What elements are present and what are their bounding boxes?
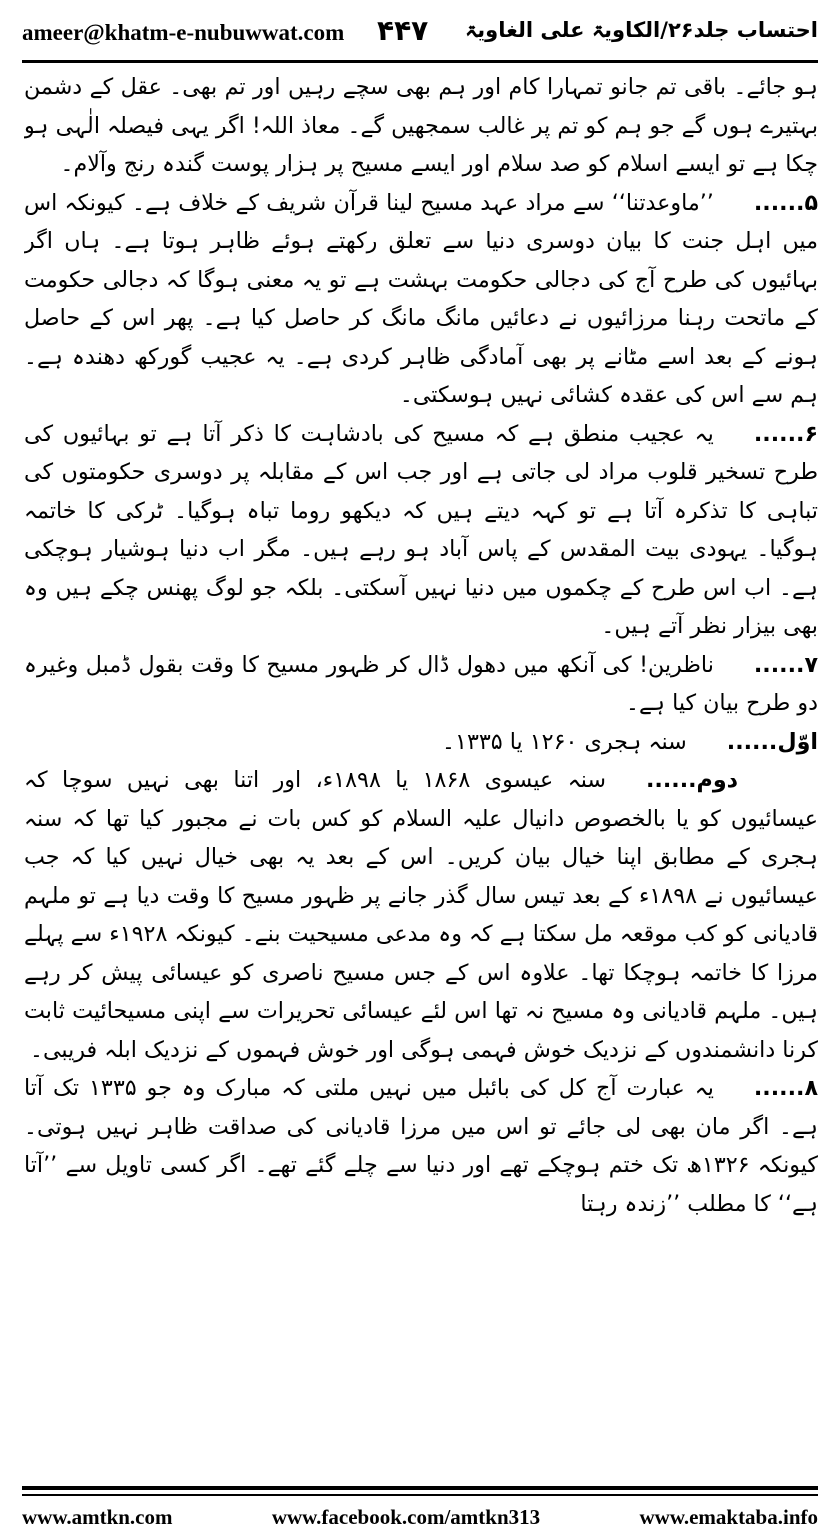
- page-footer: [22, 1502, 818, 1532]
- page-body: [24, 68, 818, 1458]
- paragraph-6: ۶......یہ عجیب منطق ہے کہ مسیح کی بادشاہت کا ذکر آتا ہے تو بہائیوں کی طرح تسخیر قلوب مراد لی جاتی ہے اور جب اس کے مقابلہ پر دوسری حکومتوں کی تباہی کا تذکرہ آتا ہے تو کہہ دیتے ہیں کہ دیکھو روما تباہ ہوگیا۔ ٹرکی کا خاتمہ ہوگیا۔ یہودی بیت المقدس کے پاس آباد ہو رہے ہیں۔ مگر اب دنیا ہوشیار ہوچکی ہے۔ اب اس طرح کے چکموں میں دنیا نہیں آسکتی۔ بلکہ جو لوگ پھنس چکے ہیں وہ بھی بیزار نظر آتے ہیں۔: [24, 420, 818, 639]
- footer-link-facebook[interactable]: www.facebook.com/amtkn313: [271, 1504, 541, 1529]
- paragraph-number: ۶......: [753, 420, 818, 447]
- paragraph-first: اوّل......سنہ ہجری ۱۲۶۰ یا ۱۳۳۵۔: [442, 728, 818, 755]
- footer-rule-thin: [22, 1494, 818, 1496]
- paragraph-label: اوّل......: [726, 728, 818, 755]
- paragraph-label: دوم......: [645, 767, 738, 793]
- header-email: ameer@khatm-e-nubuwwat.com: [22, 20, 345, 45]
- footer-rule-thick: [22, 1486, 818, 1490]
- paragraph-5: ۵......’’ماوعدتنا‘‘ سے مراد عہد مسیح لینا قرآن شریف کے خلاف ہے۔ کیونکہ اس میں اہل جنت کا بیان دوسری دنیا سے تعلق رکھتے ہوئے ظاہر ہوتا ہے۔ ہاں اگر بہائیوں کی طرح آج کی دجالی حکومت بہشت ہے تو یہ معنی ہوگا کہ دجالی حکومت کے ماتحت رہنا مرزائیوں نے دعائیں مانگ مانگ کر حاصل کیا ہے۔ پھر اس کے حاصل ہونے کے بعد اسے مٹانے پر بھی آمادگی ظاہر کردی ہے۔ یہ عجیب گورکھ دھندہ ہے۔ ہم سے اس کی عقدہ کشائی نہیں ہوسکتی۔: [24, 189, 818, 408]
- header-rule: [22, 60, 818, 63]
- footer-link-amtkn[interactable]: www.amtkn.com: [22, 1504, 173, 1529]
- paragraph-number: ۸......: [753, 1075, 818, 1101]
- paragraph-number: ۷......: [753, 651, 818, 678]
- page-number: ۴۴۷: [377, 14, 429, 47]
- footer-link-emaktaba[interactable]: www.emaktaba.info: [639, 1504, 818, 1529]
- paragraph-1: ہو جائے۔ باقی تم جانو تمہارا کام اور ہم بھی سچے رہیں اور تم بھی۔ عقل کے دشمن بہتیرے ہوں گے جو ہم کو تم پر غالب سمجھیں گے۔ معاذ اللہ! اگر یہی فیصلہ الٰہی ہو چکا ہے تو ایسے اسلام کو صد سلام اور ایسے مسیح پر ہزار پوست گندہ رنج وآلام۔: [24, 74, 818, 177]
- book-title: احتساب جلد۲۶/الکاویۃ علی الغاویۃ: [464, 18, 818, 42]
- paragraph-second: دوم......سنہ عیسوی ۱۸۶۸ یا ۱۸۹۸ء، اور اتنا بھی نہیں سوچا کہ عیسائیوں کو یا بالخصوص دانیال علیہ السلام کو کس بات نے مجبور کیا تھا کہ سنہ ہجری کے مطابق اپنا خیال بیان کریں۔ اس کے بعد یہ بھی خیال نہیں کیا کہ جب عیسائیوں نے ۱۸۹۸ء کے بعد تیس سال گذر جانے پر ظہور مسیح کا وقت دیا ہے تو ملہم قادیانی کو کب موقعہ مل سکتا ہے کہ وہ مدعی مسیحیت بنے۔ کیونکہ ۱۹۲۸ء سے پہلے مرزا کا خاتمہ ہوچکا تھا۔ علاوہ اس کے جس مسیح ناصری کو عیسائی پیش کر رہے ہیں۔ ملہم قادیانی وہ مسیح نہ تھا اس لئے عیسائی تحریرات سے اپنی مسیحائیت ثابت کرنا دانشمندوں کے نزدیک خوش فہمی ہوگی اور خوش فہموں کے نزدیک ابلہ فریبی۔: [24, 767, 818, 1063]
- paragraph-7: ۷......ناظرین! کی آنکھ میں دھول ڈال کر ظہور مسیح کا وقت بقول ڈمبل وغیرہ دو طرح بیان کیا ہے۔: [24, 651, 818, 716]
- page-header: [22, 6, 818, 58]
- paragraph-8: ۸......یہ عبارت آج کل کی بائبل میں نہیں ملتی کہ مبارک وہ جو ۱۳۳۵ تک آتا ہے۔ اگر مان بھی لی جائے تو اس میں مرزا قادیانی کی صداقت ظاہر نہیں ہوتی۔ کیونکہ ۱۳۲۶ھ تک ختم ہوچکے تھے اور دنیا سے چلے گئے تھے۔ اگر کسی تاویل سے ’’آتا ہے‘‘ کا مطلب ’’زندہ رہتا: [24, 1075, 818, 1217]
- paragraph-number: ۵......: [753, 189, 818, 216]
